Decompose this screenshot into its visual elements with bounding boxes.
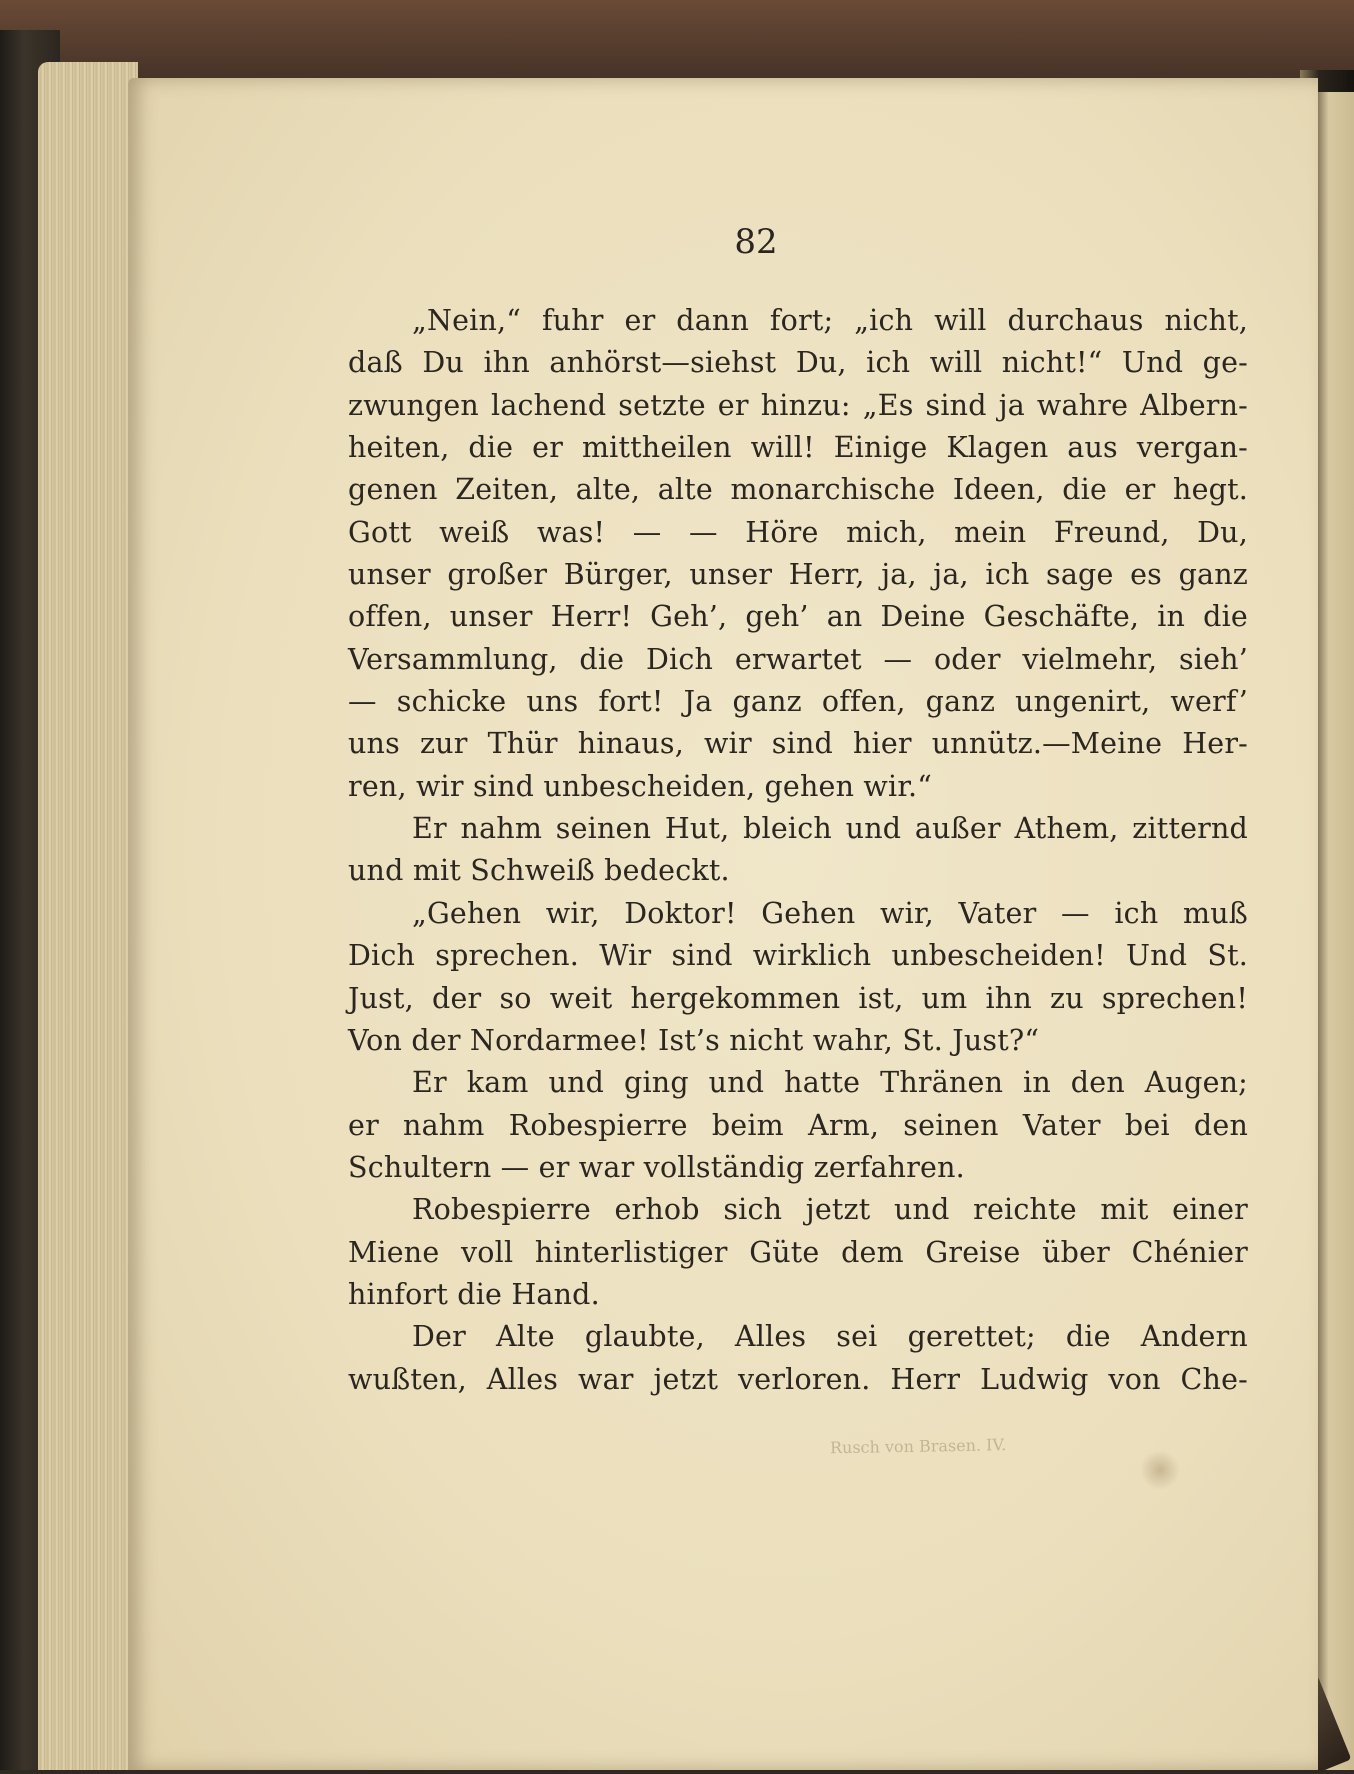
text-line: Von der Nordarmee! Ist’s nicht wahr, St. Just?“	[348, 1023, 1040, 1057]
text-line: daß Du ihn anhörst—siehst Du, ich will nicht!“ Und ge-	[348, 346, 1248, 380]
facing-page-edge	[1312, 92, 1354, 1770]
text-line: — schicke uns fort! Ja ganz offen, ganz ungenirt, werf’	[348, 685, 1248, 719]
text-line: Miene voll hinterlistiger Güte dem Greise über Chénier	[348, 1235, 1248, 1269]
text-line: hinfort die Hand.	[348, 1277, 600, 1311]
text-line: ren, wir sind unbescheiden, gehen wir.“	[348, 769, 933, 803]
text-line: Der Alte glaubte, Alles sei gerettet; die Andern	[412, 1320, 1248, 1354]
text-line: Dich sprechen. Wir sind wirklich unbescheiden! Und St.	[348, 939, 1248, 973]
text-line: zwungen lachend setzte er hinzu: „Es sind ja wahre Albern-	[348, 388, 1248, 422]
text-line: genen Zeiten, alte, alte monarchische Ideen, die er hegt.	[348, 473, 1248, 507]
text-line: Er nahm seinen Hut, bleich und außer Athem, zitternd	[412, 812, 1248, 846]
text-line: Just, der so weit hergekommen ist, um ihn zu sprechen!	[348, 981, 1248, 1015]
text-line: Robespierre erhob sich jetzt und reichte mit einer	[412, 1193, 1248, 1227]
text-line: und mit Schweiß bedeckt.	[348, 854, 730, 888]
page-stack-edges	[38, 62, 138, 1770]
text-line: er nahm Robespierre beim Arm, seinen Vater bei den	[348, 1108, 1248, 1142]
text-line: Versammlung, die Dich erwartet — oder vielmehr, sieh’	[348, 642, 1248, 676]
text-line: uns zur Thür hinaus, wir sind hier unnütz.—Meine Her-	[348, 727, 1248, 761]
text-line: Gott weiß was! — — Höre mich, mein Freund, Du,	[348, 515, 1248, 549]
text-line: unser großer Bürger, unser Herr, ja, ja, ich sage es ganz	[348, 558, 1248, 592]
text-line: „Nein,“ fuhr er dann fort; „ich will durchaus nicht,	[412, 304, 1248, 337]
text-line: Schultern — er war vollständig zerfahren.	[348, 1150, 965, 1184]
paper-stain	[1140, 1450, 1180, 1490]
text-line: „Gehen wir, Doktor! Gehen wir, Vater — ich muß	[412, 896, 1248, 930]
text-line: wußten, Alles war jetzt verloren. Herr Ludwig von Che-	[348, 1362, 1248, 1396]
signature-mark: Rusch von Brasen. IV.	[829, 1435, 1007, 1458]
page-text	[348, 300, 1248, 1401]
page-number: 82	[734, 222, 778, 262]
text-line: heiten, die er mittheilen will! Einige Klagen aus vergan-	[348, 431, 1248, 465]
text-line: Er kam und ging und hatte Thränen in den Augen;	[412, 1066, 1248, 1100]
text-line: offen, unser Herr! Geh’, geh’ an Deine Geschäfte, in die	[348, 600, 1248, 634]
